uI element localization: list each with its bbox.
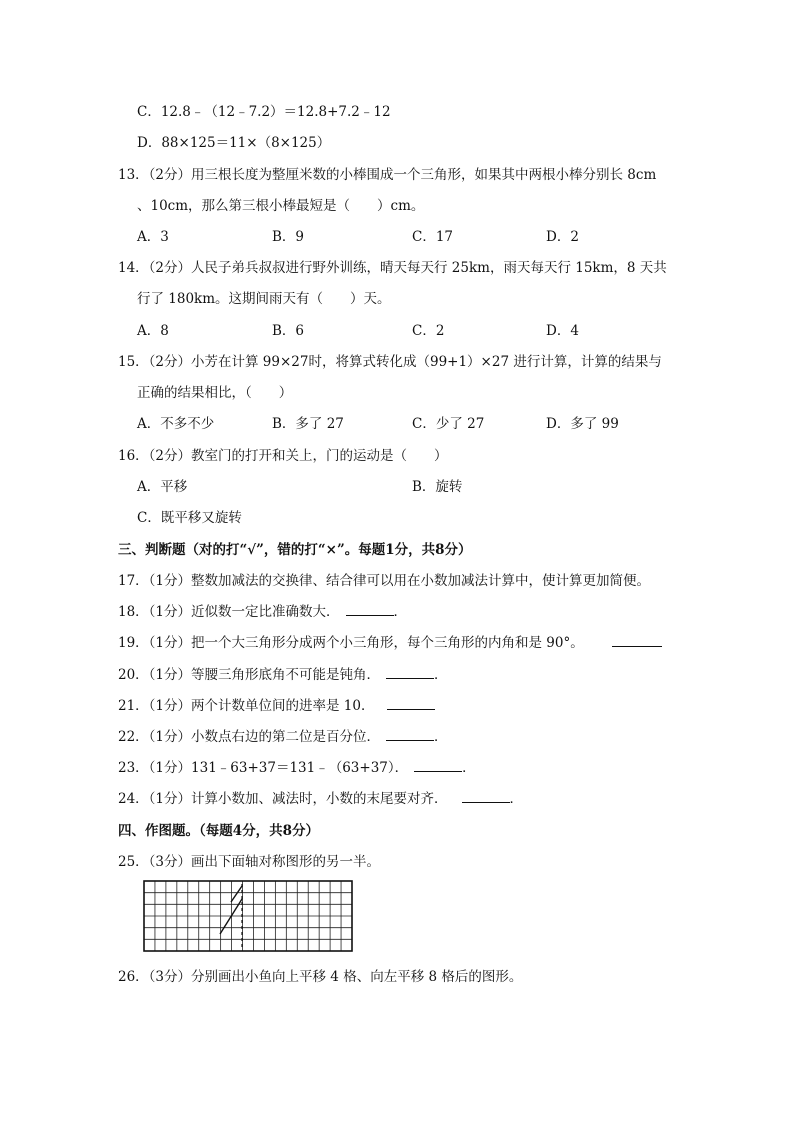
q24-period: ． bbox=[509, 791, 524, 807]
q14-option-d: D．4 bbox=[546, 323, 579, 339]
q24-answer-blank[interactable] bbox=[462, 790, 510, 803]
q16-option-c: C．既平移又旋转 bbox=[137, 510, 242, 526]
q15-option-c: C．少了 27 bbox=[412, 416, 485, 432]
q24-text: 24．（1分）计算小数加、减法时，小数的末尾要对齐． bbox=[118, 791, 448, 807]
q13-text-line2: 、10cm，那么第三根小棒最短是（ ）cm。 bbox=[137, 198, 425, 214]
q13-option-a: A．3 bbox=[137, 229, 169, 245]
q23-row bbox=[118, 759, 476, 777]
q22-answer-blank[interactable] bbox=[386, 728, 434, 741]
section-4-heading: 四、作图题。（每题4分，共8分） bbox=[118, 823, 320, 839]
q13-option-c: C．17 bbox=[412, 229, 454, 245]
q14-text-line1: 14．（2分）人民子弟兵叔叔进行野外训练，晴天每天行 25km，雨天每天行 15km，8 天共 bbox=[118, 260, 667, 276]
q20-answer-blank[interactable] bbox=[386, 666, 434, 679]
q16-text: 16．（2分）教室门的打开和关上，门的运动是（ ） bbox=[118, 448, 448, 464]
q26-text: 26．（3分）分别画出小鱼向上平移 4 格、向左平移 8 格后的图形。 bbox=[118, 969, 523, 985]
q16-option-b: B．旋转 bbox=[412, 479, 463, 495]
symmetry-grid-svg bbox=[143, 880, 353, 952]
q25-text: 25．（3分）画出下面轴对称图形的另一半。 bbox=[118, 854, 381, 870]
q17-text: 17．（1分）整数加减法的交换律、结合律可以用在小数加减法计算中，使计算更加简便。 bbox=[118, 573, 651, 589]
q20-row bbox=[118, 666, 448, 684]
q15-option-d: D．多了 99 bbox=[546, 416, 619, 432]
q21-text: 21．（1分）两个计数单位间的进率是 10． bbox=[118, 698, 375, 714]
q18-period: ． bbox=[393, 604, 408, 620]
q20-text: 20．（1分）等腰三角形底角不可能是钝角． bbox=[118, 667, 381, 683]
q12-option-d: D．88×125＝11×（8×125） bbox=[137, 135, 331, 151]
q22-period: ． bbox=[434, 729, 448, 745]
q15-text-line2: 正确的结果相比，（ ） bbox=[137, 385, 293, 401]
q16-option-a: A．平移 bbox=[137, 479, 188, 495]
symmetry-grid-figure[interactable] bbox=[143, 880, 353, 952]
q19-row bbox=[118, 634, 662, 652]
q14-option-a: A．8 bbox=[137, 323, 169, 339]
q22-row bbox=[118, 728, 448, 746]
q13-text-line1: 13．（2分）用三根长度为整厘米数的小棒围成一个三角形，如果其中两根小棒分别长 8cm bbox=[118, 167, 657, 183]
q18-answer-blank[interactable] bbox=[346, 603, 394, 616]
q13-option-b: B．9 bbox=[272, 229, 305, 245]
section-3-heading: 三、判断题（对的打“√”，错的打“×”。每题1分，共8分） bbox=[118, 542, 472, 558]
q23-text: 23．（1分）131﹣63+37＝131﹣（63+37）． bbox=[118, 760, 409, 776]
q19-text: 19．（1分）把一个大三角形分成两个小三角形，每个三角形的内角和是 90°。 bbox=[118, 635, 584, 651]
q14-text-line2: 行了 180km。这期间雨天有（ ）天。 bbox=[137, 291, 391, 307]
q15-option-b: B．多了 27 bbox=[272, 416, 344, 432]
q20-period: ． bbox=[434, 667, 448, 683]
q15-option-a: A．不多不少 bbox=[137, 416, 215, 432]
q24-row bbox=[118, 790, 523, 808]
q18-row bbox=[118, 603, 407, 621]
q15-text-line1: 15．（2分）小芳在计算 99×27时，将算式转化成（99+1）×27 进行计算，计算的结果与 bbox=[118, 354, 662, 370]
q19-answer-blank[interactable] bbox=[612, 634, 662, 647]
q23-answer-blank[interactable] bbox=[414, 759, 462, 772]
q21-answer-blank[interactable] bbox=[387, 697, 435, 710]
q14-option-c: C．2 bbox=[412, 323, 445, 339]
q21-row bbox=[118, 697, 435, 715]
q13-option-d: D．2 bbox=[546, 229, 579, 245]
q22-text: 22．（1分）小数点右边的第二位是百分位． bbox=[118, 729, 381, 745]
q18-text: 18．（1分）近似数一定比准确数大． bbox=[118, 604, 340, 620]
q14-option-b: B．6 bbox=[272, 323, 305, 339]
q12-option-c: C．12.8﹣（12﹣7.2）＝12.8+7.2﹣12 bbox=[137, 104, 391, 120]
q23-period: ． bbox=[462, 760, 476, 776]
